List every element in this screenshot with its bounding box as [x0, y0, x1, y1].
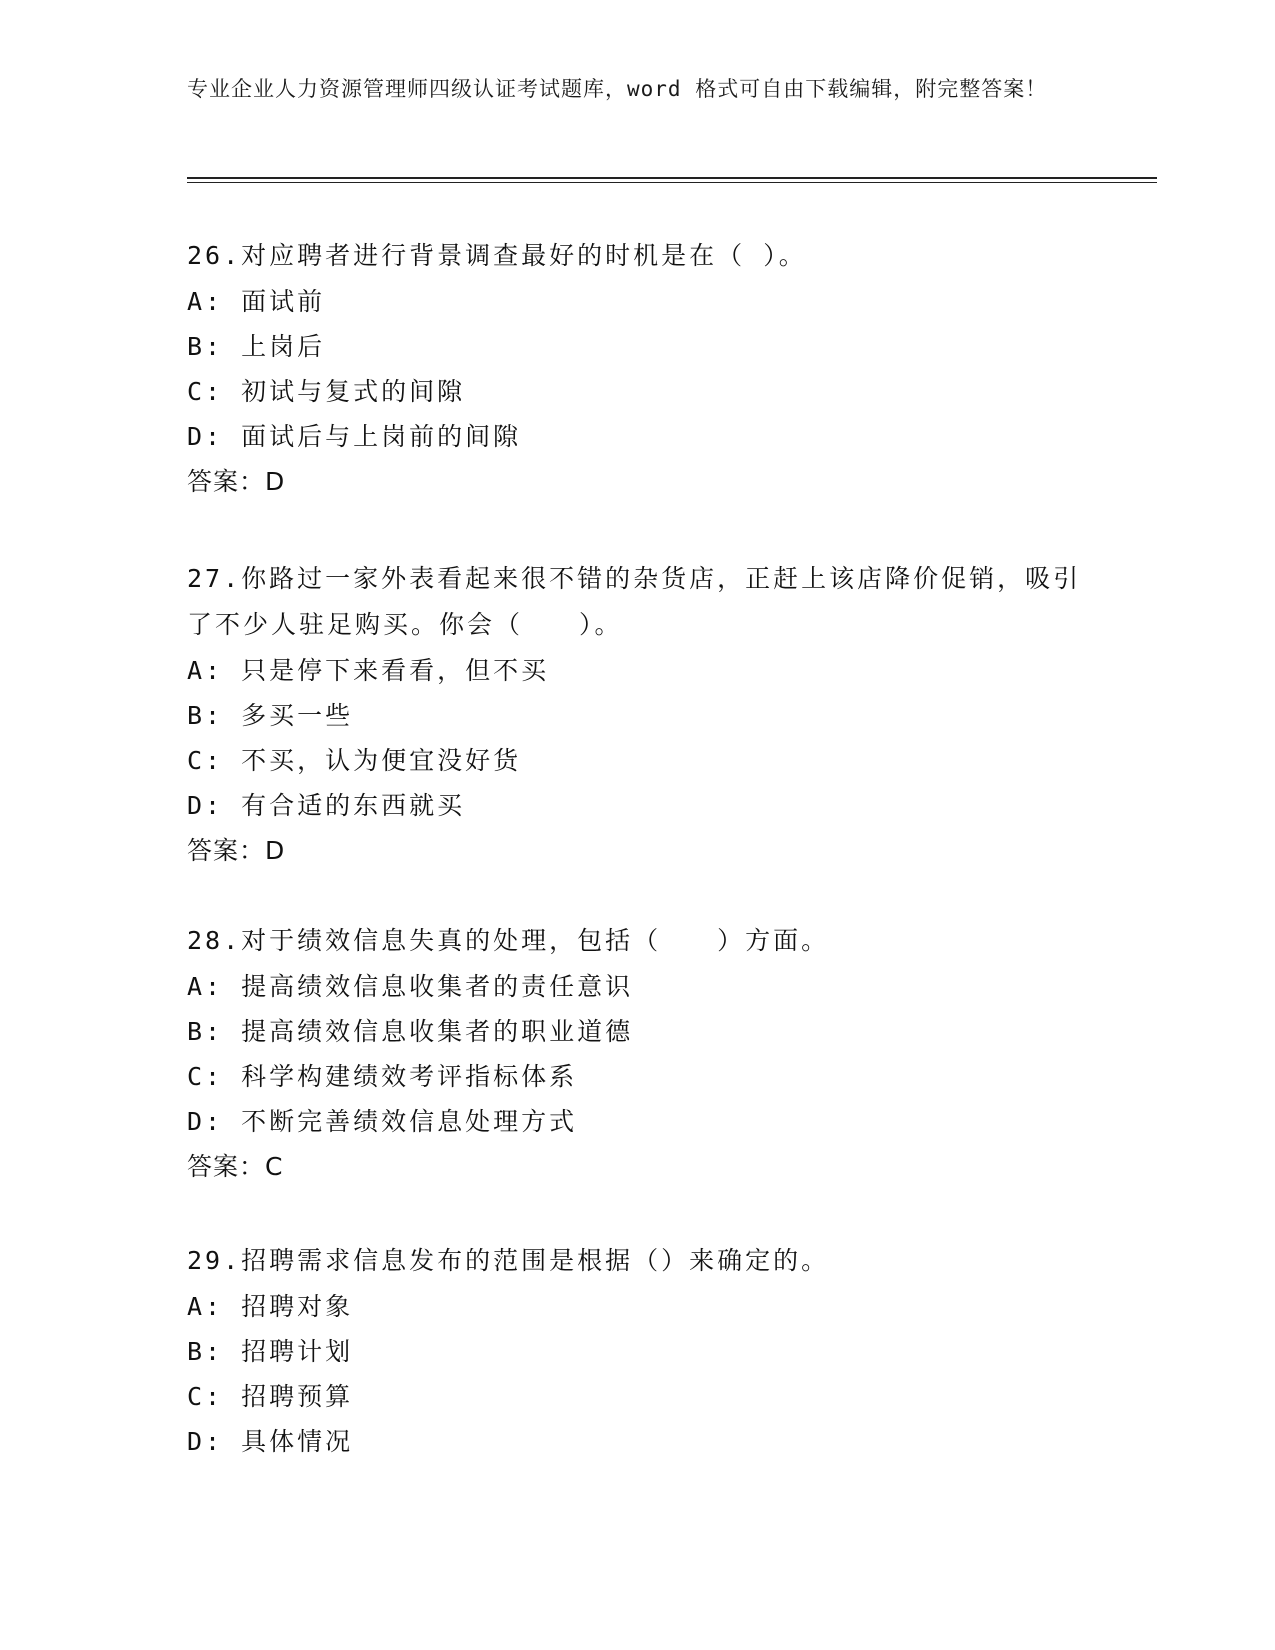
header-rule-thick [187, 177, 1157, 179]
question-stem: 28.对于绩效信息失真的处理，包括（ ）方面。 [187, 926, 830, 955]
option-c: C: 初试与复式的间隙 [187, 377, 466, 406]
option-d: D: 面试后与上岗前的间隙 [187, 422, 522, 451]
option-d: D: 具体情况 [187, 1427, 354, 1456]
answer: 答案：D [187, 467, 286, 496]
question-28 [187, 918, 1087, 1189]
option-a: A: 只是停下来看看，但不买 [187, 656, 550, 685]
option-d: D: 有合适的东西就买 [187, 791, 466, 820]
option-c: C: 招聘预算 [187, 1382, 354, 1411]
option-b: B: 多买一些 [187, 701, 354, 730]
question-stem: 26.对应聘者进行背景调查最好的时机是在（ ）。 [187, 241, 807, 270]
option-d: D: 不断完善绩效信息处理方式 [187, 1107, 578, 1136]
option-b: B: 招聘计划 [187, 1337, 354, 1366]
document-header: 专业企业人力资源管理师四级认证考试题库，word 格式可自由下载编辑，附完整答案！ [187, 77, 1048, 101]
option-c: C: 科学构建绩效考评指标体系 [187, 1062, 578, 1091]
option-b: B: 提高绩效信息收集者的职业道德 [187, 1017, 634, 1046]
option-a: A: 招聘对象 [187, 1292, 354, 1321]
question-27 [187, 556, 1087, 873]
option-c: C: 不买，认为便宜没好货 [187, 746, 522, 775]
question-26 [187, 233, 1087, 504]
option-a: A: 提高绩效信息收集者的责任意识 [187, 972, 634, 1001]
header-rule-thin [187, 182, 1157, 183]
question-29 [187, 1238, 1087, 1464]
question-stem: 27.你路过一家外表看起来很不错的杂货店，正赶上该店降价促销，吸引了不少人驻足购买。你会（ ）。 [187, 564, 1082, 639]
option-a: A: 面试前 [187, 287, 326, 316]
question-stem: 29.招聘需求信息发布的范围是根据（）来确定的。 [187, 1246, 830, 1275]
option-b: B: 上岗后 [187, 332, 326, 361]
answer: 答案：D [187, 836, 286, 865]
answer: 答案：C [187, 1152, 284, 1181]
